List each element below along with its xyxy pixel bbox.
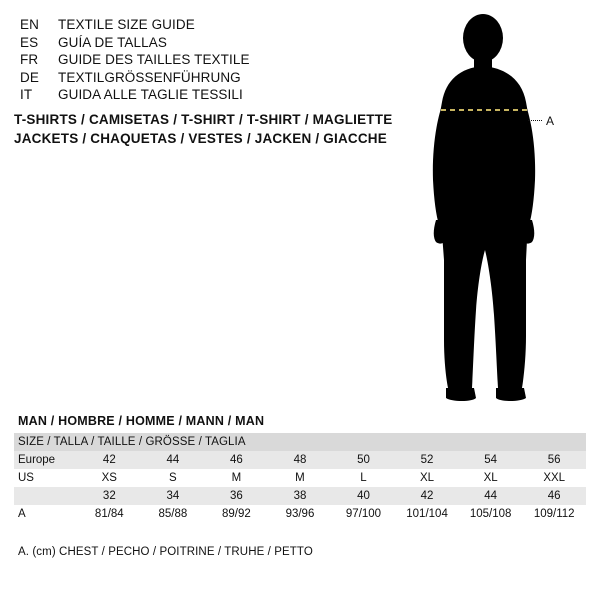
row-cell: 46 [547,490,561,502]
row-cell: 52 [420,454,434,466]
language-text: TEXTILE SIZE GUIDE [58,17,195,32]
language-row [20,86,380,104]
language-text: GUÍA DE TALLAS [58,34,167,50]
row-cell: 34 [166,490,180,502]
size-table [14,433,586,523]
language-code: ES [20,34,39,50]
table-row [14,487,586,505]
table-row [14,505,586,523]
row-cell: M [295,472,305,484]
row-cell: 89/92 [222,508,251,520]
language-row [20,16,380,34]
language-row [20,69,380,87]
row-cell: 48 [293,454,307,466]
table-row [14,469,586,487]
table-row [14,451,586,469]
language-code: DE [20,69,39,85]
row-cell: 54 [484,454,497,466]
row-cell: 32 [102,490,116,502]
table-header-label: SIZE / TALLA / TAILLE / GRÖSSE / TAGLIA [18,436,246,448]
language-text: GUIDA ALLE TAGLIE TESSILI [58,87,243,102]
row-label [14,487,78,505]
table-title: MAN / HOMBRE / HOMME / MANN / MAN [18,414,265,428]
language-code: FR [20,52,39,67]
row-cell: 40 [357,490,370,502]
row-cell: 42 [102,454,116,466]
row-cell: XL [420,472,435,484]
language-code: IT [20,87,33,102]
row-cell: 93/96 [285,508,315,520]
row-cell: 56 [547,454,561,466]
body-figure [400,10,600,410]
row-cell: S [169,472,177,484]
row-cell: 36 [230,490,243,502]
row-cell: 101/104 [406,508,448,520]
language-row [20,34,380,52]
row-cell: XS [101,472,117,484]
row-cell: 50 [357,454,370,466]
row-cell: 109/112 [533,508,575,520]
row-cell: 44 [484,490,497,502]
language-text: TEXTILGRÖSSENFÜHRUNG [58,69,241,85]
measure-label-a: A [546,114,555,128]
row-cell: 105/108 [469,508,512,520]
row-label: A [18,508,26,520]
language-code: EN [20,17,39,32]
category-jackets: JACKETS / CHAQUETAS / VESTES / JACKEN / GIACCHE [14,131,387,146]
language-list [20,16,380,104]
row-cell: 44 [166,454,180,466]
category-tshirts: T-SHIRTS / CAMISETAS / T-SHIRT / T-SHIRT / MAGLIETTE [14,112,393,127]
measure-leader-line [528,120,542,121]
male-silhouette-icon [400,10,600,410]
row-cell: 81/84 [94,508,124,520]
language-text: GUIDE DES TAILLES TEXTILE [58,52,250,67]
language-row [20,51,380,69]
row-cell: 97/100 [345,508,382,520]
row-cell: 38 [293,490,307,502]
table-header-row [14,433,586,451]
footnote: A. (cm) CHEST / PECHO / POITRINE / TRUHE / PETTO [18,546,313,558]
row-cell: L [360,472,367,484]
row-cell: M [231,472,242,484]
row-cell: XXL [543,472,566,484]
row-label: Europe [18,454,56,466]
category-headings [14,110,414,148]
size-table-section [14,414,586,523]
row-cell: XL [483,472,498,484]
row-cell: 42 [420,490,434,502]
row-cell: 85/88 [158,508,188,520]
row-label: US [18,472,34,484]
row-cell: 46 [230,454,243,466]
